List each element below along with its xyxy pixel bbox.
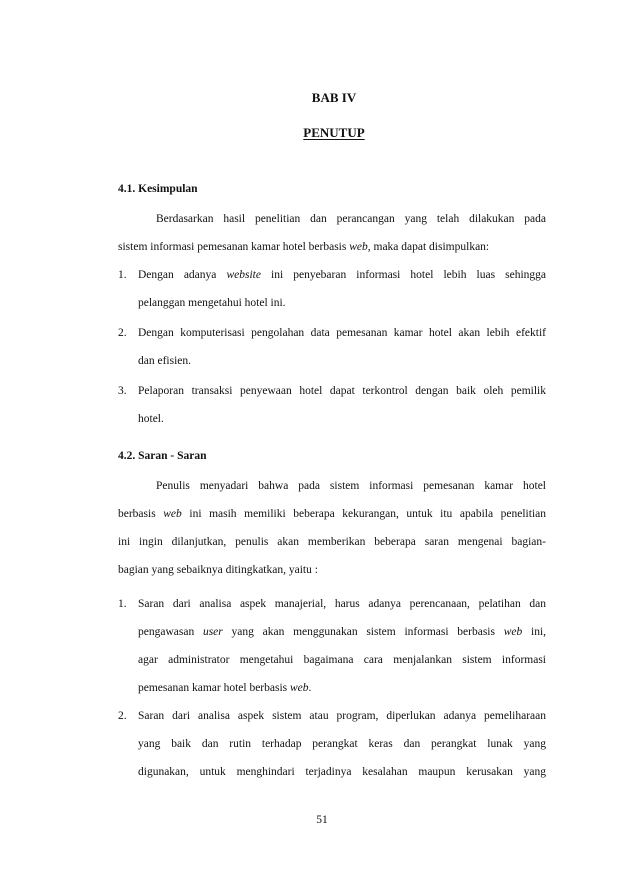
item-line: Dengan adanya website ini penyebaran informasi hotel lebih luas sehingga <box>138 269 546 281</box>
item-line: pengawasan user yang akan menggunakan sistem informasi berbasis web ini, <box>138 626 547 638</box>
item-line: pemesanan kamar hotel berbasis web. <box>138 682 312 694</box>
item-number: 3. <box>118 385 127 397</box>
item-line: agar administrator mengetahui bagaimana cara menjalankan sistem informasi <box>138 654 546 666</box>
section-heading-kesimpulan: 4.1. Kesimpulan <box>118 183 198 195</box>
kesimpulan-item-1 <box>118 261 546 317</box>
item-number: 2. <box>118 710 127 722</box>
saran-line-4: bagian yang sebaiknya ditingkatkan, yaitu : <box>118 564 318 576</box>
item-line: digunakan, untuk menghindari terjadinya kesalahan maupun kerusakan yang <box>138 766 546 778</box>
saran-line-3: ini ingin dilanjutkan, penulis akan memberikan beberapa saran mengenai bagian- <box>118 536 546 548</box>
intro-line-1: Berdasarkan hasil penelitian dan perancangan yang telah dilakukan pada <box>156 213 546 225</box>
kesimpulan-intro <box>118 205 546 261</box>
saran-item-2 <box>118 702 546 786</box>
saran-item-1 <box>118 590 546 702</box>
item-number: 2. <box>118 327 127 339</box>
saran-line-1: Penulis menyadari bahwa pada sistem informasi pemesanan kamar hotel <box>156 480 546 492</box>
item-line: yang baik dan rutin terhadap perangkat keras dan perangkat lunak yang <box>138 738 546 750</box>
item-line: pelanggan mengetahui hotel ini. <box>138 297 286 309</box>
kesimpulan-item-3 <box>118 377 546 433</box>
chapter-number: BAB IV <box>311 90 357 105</box>
item-line: Saran dari analisa aspek sistem atau program, diperlukan adanya pemeliharaan <box>138 710 546 722</box>
item-number: 1. <box>118 598 127 610</box>
item-line: hotel. <box>138 413 164 425</box>
page-number: 51 <box>316 814 328 826</box>
intro-line-2: sistem informasi pemesanan kamar hotel berbasis web, maka dapat disimpulkan: <box>118 241 490 253</box>
item-line: Dengan komputerisasi pengolahan data pemesanan kamar hotel akan lebih efektif <box>138 327 546 339</box>
saran-line-2: berbasis web ini masih memiliki beberapa kekurangan, untuk itu apabila penelitian <box>118 508 547 520</box>
item-line: Pelaporan transaksi penyewaan hotel dapat terkontrol dengan baik oleh pemilik <box>138 385 546 397</box>
section-heading-saran: 4.2. Saran - Saran <box>118 450 207 462</box>
item-line: Saran dari analisa aspek manajerial, harus adanya perencanaan, pelatihan dan <box>138 598 546 610</box>
chapter-title: PENUTUP <box>303 125 365 140</box>
item-number: 1. <box>118 269 127 281</box>
saran-intro <box>118 472 546 584</box>
kesimpulan-item-2 <box>118 319 546 375</box>
item-line: dan efisien. <box>138 355 192 367</box>
